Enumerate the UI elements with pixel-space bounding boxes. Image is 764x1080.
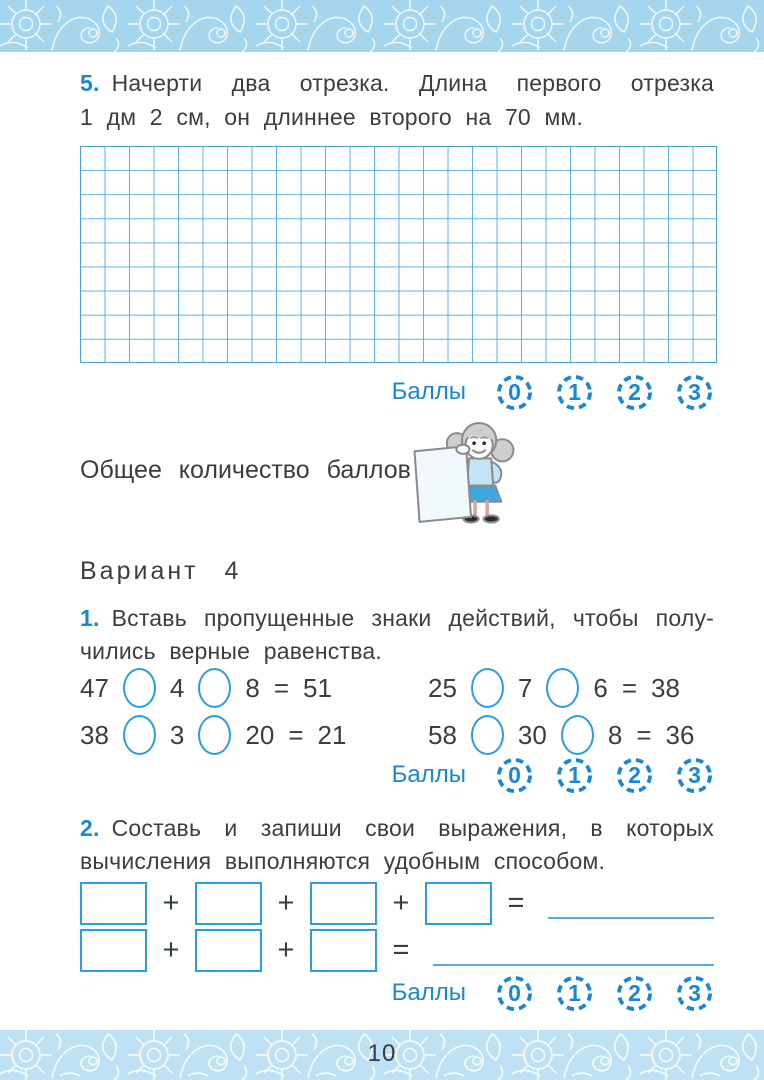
operand: 4 <box>169 672 185 703</box>
girl-illustration <box>408 417 526 530</box>
input-box[interactable] <box>310 882 377 925</box>
equals-sign: = <box>507 886 525 919</box>
task-2-text-line2: вычисления выполняются удобным способом. <box>80 848 606 874</box>
equals-sign: = <box>273 672 290 703</box>
score-circle-0[interactable] <box>495 974 534 1013</box>
equals-sign: = <box>288 719 304 750</box>
drawing-grid[interactable] <box>80 146 717 363</box>
operand: 58 <box>428 719 457 750</box>
score-value: 2 <box>628 378 641 405</box>
score-row-task1 <box>80 755 714 795</box>
score-circle-2[interactable] <box>615 974 654 1013</box>
operand: 30 <box>517 719 547 750</box>
score-circle-2[interactable] <box>615 756 654 795</box>
task-1-text-line2: чились верные равенства. <box>80 638 382 664</box>
input-box[interactable] <box>195 929 262 972</box>
score-label: Баллы <box>391 761 466 788</box>
plus-sign: + <box>277 933 295 966</box>
operand: 47 <box>80 672 109 703</box>
task-2 <box>80 812 714 878</box>
score-circle-1[interactable] <box>555 373 594 412</box>
equation-result: 51 <box>303 672 332 703</box>
equations-grid <box>80 666 714 757</box>
plus-sign: + <box>277 886 295 919</box>
score-value: 2 <box>628 979 641 1006</box>
equals-sign: = <box>392 933 410 966</box>
missing-operator-circle[interactable] <box>123 668 156 708</box>
score-value: 0 <box>508 378 521 405</box>
variant-heading: Вариант 4 <box>80 557 242 585</box>
score-value: 1 <box>568 378 581 405</box>
operand: 6 <box>593 672 608 703</box>
operand: 38 <box>80 719 109 750</box>
task-5-number: 5. <box>80 70 100 96</box>
task-2-text-line1: Составь и запиши свои выражения, в которых <box>111 815 714 841</box>
score-label: Баллы <box>391 378 466 405</box>
missing-operator-circle[interactable] <box>198 715 231 755</box>
task-1-number: 1. <box>80 605 100 631</box>
girl-with-paper-icon <box>408 417 526 530</box>
operand: 8 <box>607 719 623 750</box>
operand: 8 <box>245 672 260 703</box>
task-5-text-line2: 1 дм 2 см, он длиннее второго на 70 мм. <box>80 104 584 130</box>
input-box[interactable] <box>195 882 262 925</box>
task-1 <box>80 602 714 668</box>
expression-row-1 <box>80 880 714 926</box>
input-box[interactable] <box>310 929 377 972</box>
equals-sign: = <box>636 719 652 750</box>
score-row-task2 <box>80 973 714 1013</box>
equation-result: 36 <box>665 719 695 750</box>
equation-result: 38 <box>651 672 680 703</box>
score-circle-2[interactable] <box>615 373 654 412</box>
input-box[interactable] <box>80 882 147 925</box>
equals-sign: = <box>621 672 638 703</box>
task-1-text-line1: Вставь пропущенные знаки действий, чтобы полу- <box>111 605 714 631</box>
score-value: 1 <box>568 761 581 788</box>
equation-2 <box>428 666 714 710</box>
missing-operator-circle[interactable] <box>471 668 504 708</box>
operand: 3 <box>169 719 185 750</box>
answer-line[interactable] <box>548 917 714 919</box>
task-5 <box>80 66 714 134</box>
operand: 20 <box>245 719 275 750</box>
score-circle-1[interactable] <box>555 974 594 1013</box>
plus-sign: + <box>162 933 180 966</box>
score-value: 3 <box>688 761 701 788</box>
task-2-number: 2. <box>80 815 100 841</box>
score-circle-3[interactable] <box>675 373 714 412</box>
plus-sign: + <box>162 886 180 919</box>
operand: 7 <box>517 672 533 703</box>
equation-1 <box>80 666 428 710</box>
equation-4 <box>428 713 714 757</box>
score-value: 2 <box>628 761 641 788</box>
page-number: 10 <box>367 1040 397 1067</box>
score-row-task5 <box>80 372 714 412</box>
score-value: 3 <box>688 378 701 405</box>
score-value: 0 <box>508 979 521 1006</box>
equation-3 <box>80 713 428 757</box>
missing-operator-circle[interactable] <box>471 715 504 755</box>
total-score-label: Общее количество баллов <box>80 456 411 484</box>
answer-line[interactable] <box>433 964 714 966</box>
missing-operator-circle[interactable] <box>561 715 594 755</box>
operand: 25 <box>428 672 457 703</box>
decorative-border-top <box>0 0 764 52</box>
score-label: Баллы <box>391 979 466 1006</box>
plus-sign: + <box>392 886 410 919</box>
score-circle-0[interactable] <box>495 373 534 412</box>
score-circle-1[interactable] <box>555 756 594 795</box>
score-circle-0[interactable] <box>495 756 534 795</box>
score-value: 3 <box>688 979 701 1006</box>
task-5-text-line1: Начерти два отрезка. Длина первого отрезка <box>111 70 714 96</box>
score-value: 1 <box>568 979 581 1006</box>
input-box[interactable] <box>80 929 147 972</box>
missing-operator-circle[interactable] <box>546 668 579 708</box>
score-circle-3[interactable] <box>675 756 714 795</box>
score-value: 0 <box>508 761 521 788</box>
missing-operator-circle[interactable] <box>123 715 156 755</box>
missing-operator-circle[interactable] <box>198 668 231 708</box>
score-circle-3[interactable] <box>675 974 714 1013</box>
equation-result: 21 <box>317 719 347 750</box>
expression-row-2 <box>80 927 714 973</box>
input-box[interactable] <box>425 882 492 925</box>
lace-pattern-top-icon <box>0 0 764 52</box>
